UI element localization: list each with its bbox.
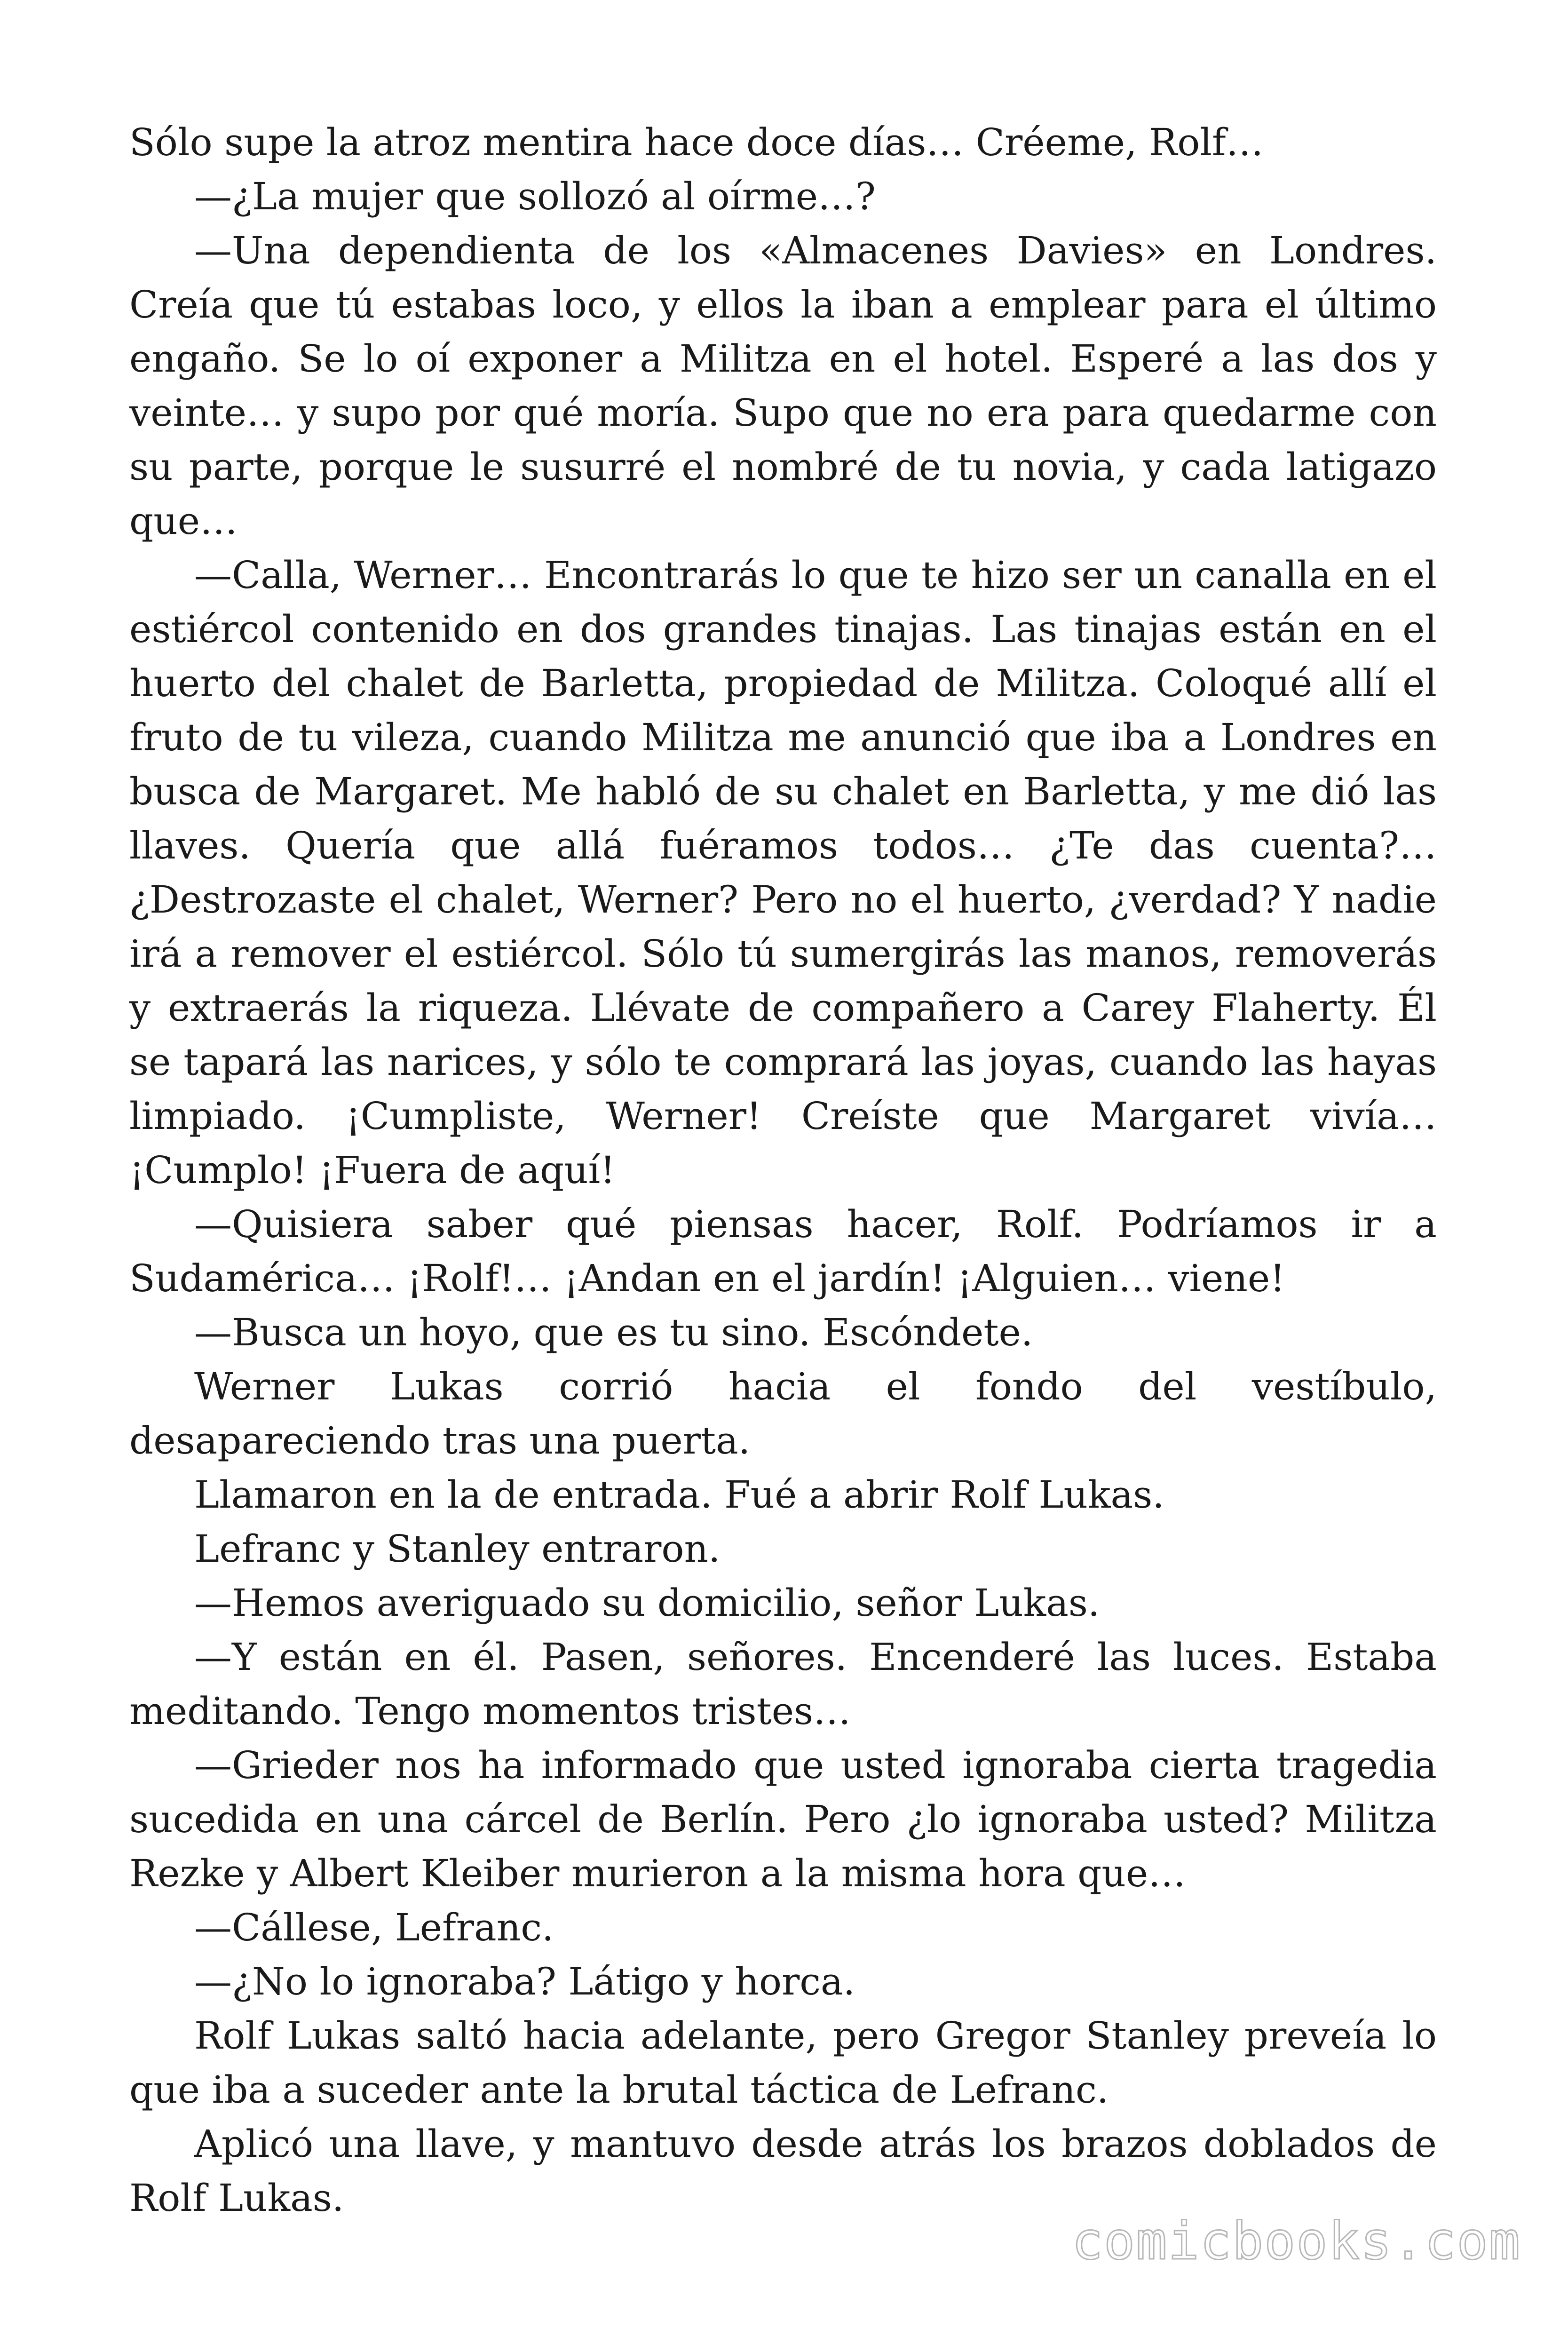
- paragraph: —Busca un hoyo, que es tu sino. Escóndete.: [194, 1311, 1033, 1354]
- paragraph: Werner Lukas corrió hacia el fondo del vestíbulo, desapareciendo tras una puerta.: [129, 1365, 1437, 1462]
- paragraph: Llamaron en la de entrada. Fué a abrir Rolf Lukas.: [194, 1473, 1164, 1517]
- paragraph: Sólo supe la atroz mentira hace doce días… Créeme, Rolf…: [129, 120, 1264, 164]
- paragraph: —Grieder nos ha informado que usted ignoraba cierta tragedia sucedida en una cárcel de Berlín. Pero ¿lo ignoraba usted? Militza Rezke y Albert Kleiber murieron a la misma hora que…: [129, 1743, 1437, 1895]
- paragraph: —¿No lo ignoraba? Látigo y horca.: [194, 1960, 855, 2003]
- body-text: [129, 115, 1437, 2225]
- paragraph: —Una dependienta de los «Almacenes Davies» en Londres. Creía que tú estabas loco, y ellos la iban a emplear para el último engaño. Se lo oí exponer a Militza en el hotel. Esperé a las dos y veinte… y supo por qué moría. Supo que no era para quedarme con su parte, porque le susurré el nombré de tu novia, y cada latigazo que…: [129, 229, 1437, 543]
- paragraph: Aplicó una llave, y mantuvo desde atrás los brazos doblados de Rolf Lukas.: [129, 2122, 1437, 2220]
- watermark: comicbooks.com: [1071, 2211, 1521, 2271]
- paragraph: Rolf Lukas saltó hacia adelante, pero Gregor Stanley preveía lo que iba a suceder ante la brutal táctica de Lefranc.: [129, 2014, 1437, 2112]
- paragraph: —Y están en él. Pasen, señores. Encenderé las luces. Estaba meditando. Tengo momentos tristes…: [129, 1635, 1437, 1733]
- paragraph: —¿La mujer que sollozó al oírme…?: [194, 175, 876, 218]
- paragraph: —Quisiera saber qué piensas hacer, Rolf. Podríamos ir a Sudamérica… ¡Rolf!… ¡Andan en el jardín! ¡Alguien… viene!: [129, 1202, 1437, 1300]
- paragraph: —Hemos averiguado su domicilio, señor Lukas.: [194, 1581, 1100, 1625]
- paragraph: —Calla, Werner… Encontrarás lo que te hizo ser un canalla en el estiércol contenido en dos grandes tinajas. Las tinajas están en el huerto del chalet de Barletta, propiedad de Militza. Coloqué allí el fruto de tu vileza, cuando Militza me anunció que iba a Londres en busca de Margaret. Me habló de su chalet en Barletta, y me dió las llaves. Quería que allá fuéramos todos… ¿Te das cuenta?… ¿Destrozaste el chalet, Werner? Pero no el huerto, ¿verdad? Y nadie irá a remover el estiércol. Sólo tú sumergirás las manos, removerás y extraerás la riqueza. Llévate de compañero a Carey Flaherty. Él se tapará las narices, y sólo te comprará las joyas, cuando las hayas limpiado. ¡Cumpliste, Werner! Creíste que Margaret vivía… ¡Cumplo! ¡Fuera de aquí!: [129, 553, 1437, 1192]
- paragraph: Lefranc y Stanley entraron.: [194, 1527, 721, 1571]
- paragraph: —Cállese, Lefranc.: [194, 1906, 554, 1949]
